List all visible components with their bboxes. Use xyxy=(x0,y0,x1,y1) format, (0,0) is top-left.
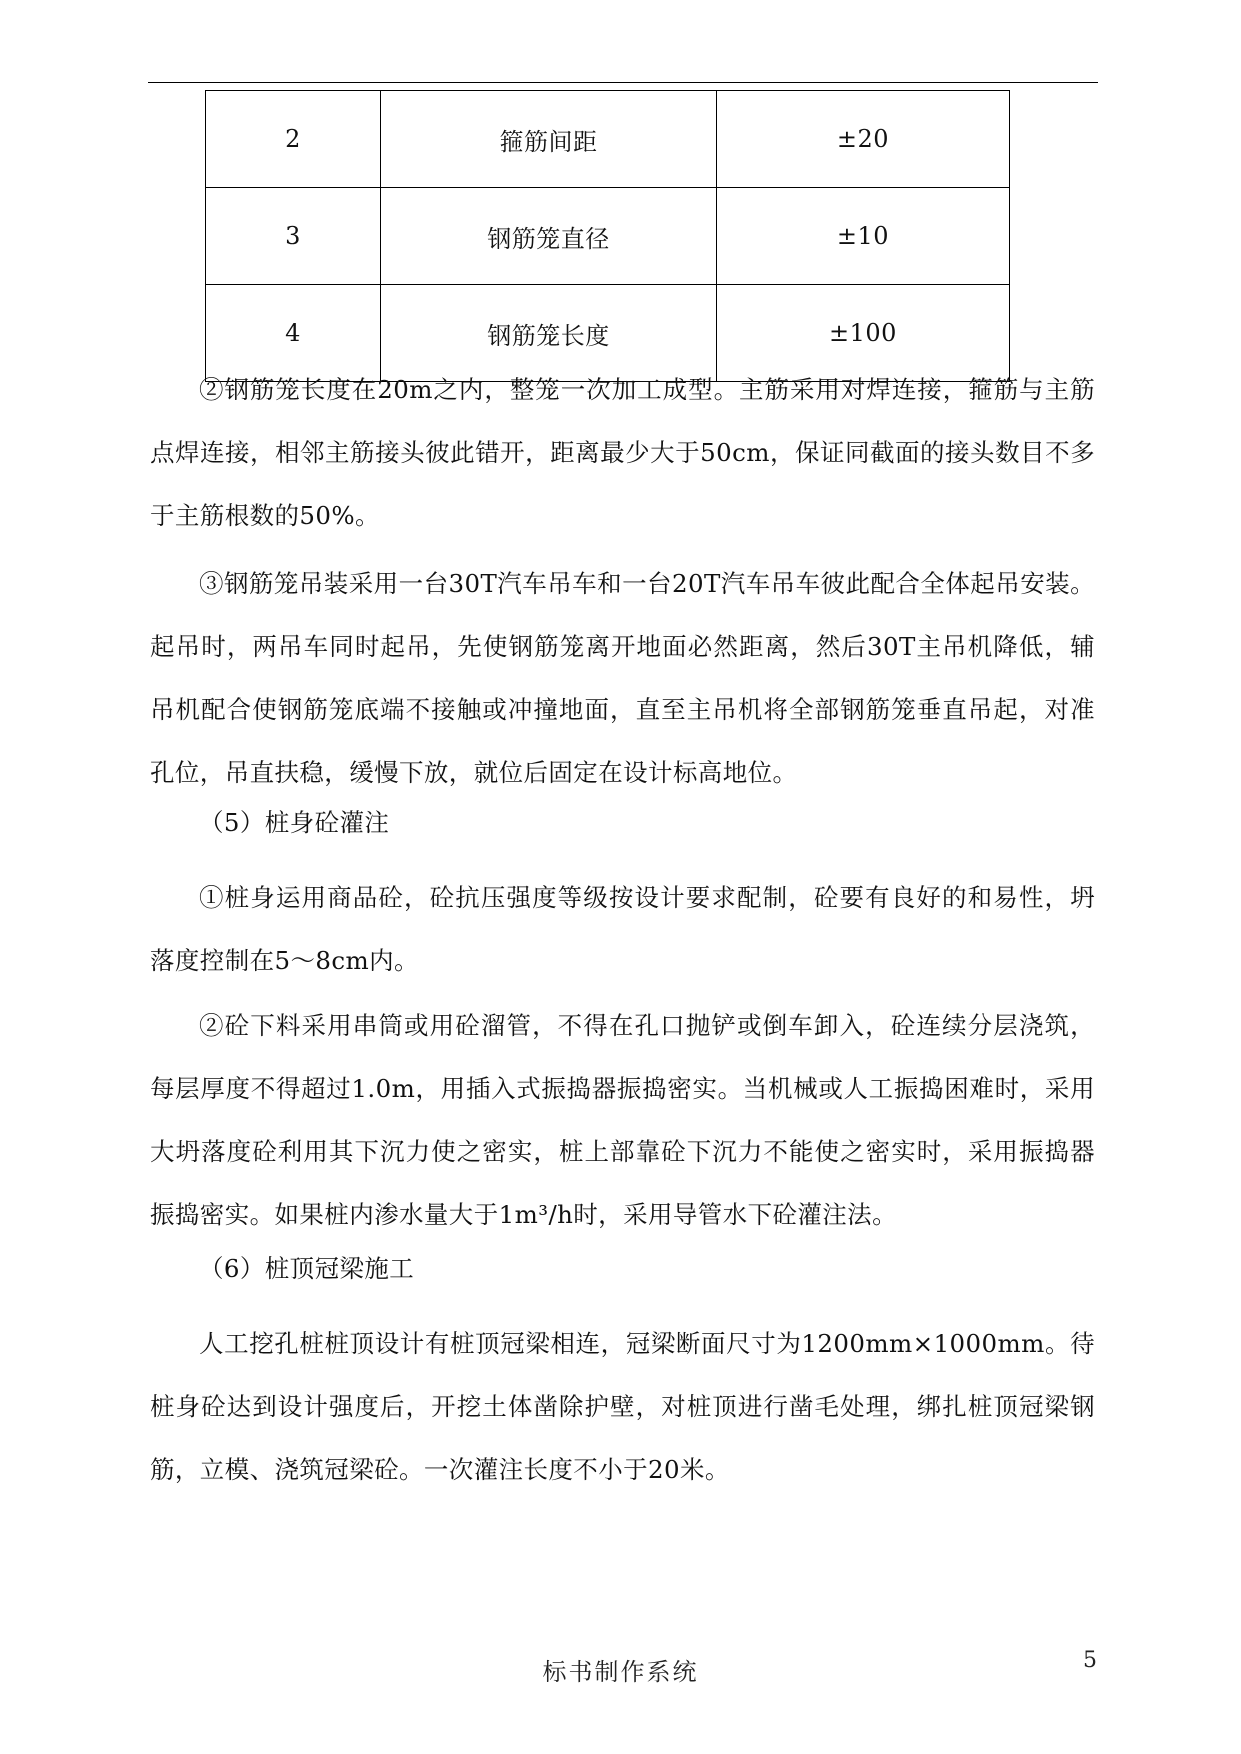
paragraph-cap-beam: 人工挖孔桩桩顶设计有桩顶冠梁相连，冠梁断面尺寸为1200mm×1000mm。待桩身砼达到设计强度后，开挖土体凿除护壁，对桩顶进行凿毛处理，绑扎桩顶冠梁钢筋，立模、浇筑冠梁砼。一次灌注长度不小于20米。 xyxy=(150,1329,1095,1484)
table-row xyxy=(206,91,1010,188)
row-number: 3 xyxy=(206,188,381,285)
table-row xyxy=(206,188,1010,285)
row-tolerance: ±10 xyxy=(717,188,1010,285)
paragraph-concrete-mix: ①桩身运用商品砼，砼抗压强度等级按设计要求配制，砼要有良好的和易性，坍落度控制在5～8cm内。 xyxy=(150,883,1095,975)
section-heading-cap-beam: （6）桩顶冠梁施工 xyxy=(199,1254,415,1283)
tolerance-table xyxy=(205,90,1010,382)
row-tolerance: ±20 xyxy=(717,91,1010,188)
row-item: 钢筋笼直径 xyxy=(381,188,717,285)
page-number: 5 xyxy=(1083,1648,1097,1673)
section-heading-pile-concrete: （5）桩身砼灌注 xyxy=(199,808,390,837)
footer-title: 标书制作系统 xyxy=(542,1658,699,1686)
paragraph-concrete-placing: ②砼下料采用串筒或用砼溜管，不得在孔口抛铲或倒车卸入，砼连续分层浇筑，每层厚度不得超过1.0m，用插入式振捣器振捣密实。当机械或人工振捣困难时，采用大坍落度砼利用其下沉力使之密实，桩上部靠砼下沉力不能使之密实时，采用振捣器振捣密实。如果桩内渗水量大于1m³/h时，采用导管水下砼灌注法。 xyxy=(150,1011,1095,1229)
paragraph-cage-fabrication: ②钢筋笼长度在20m之内，整笼一次加工成型。主筋采用对焊连接，箍筋与主筋点焊连接，相邻主筋接头彼此错开，距离最少大于50cm，保证同截面的接头数目不多于主筋根数的50%。 xyxy=(150,375,1095,530)
row-tolerance: ±100 xyxy=(717,285,1010,382)
row-number: 2 xyxy=(206,91,381,188)
row-number: 4 xyxy=(206,285,381,382)
row-item: 钢筋笼长度 xyxy=(381,285,717,382)
paragraph-cage-lifting: ③钢筋笼吊装采用一台30T汽车吊车和一台20T汽车吊车彼此配合全体起吊安装。起吊时，两吊车同时起吊，先使钢筋笼离开地面必然距离，然后30T主吊机降低，辅吊机配合使钢筋笼底端不接触或冲撞地面，直至主吊机将全部钢筋笼垂直吊起，对准孔位，吊直扶稳，缓慢下放，就位后固定在设计标高地位。 xyxy=(150,569,1095,787)
row-item: 箍筋间距 xyxy=(381,91,717,188)
header-rule xyxy=(148,82,1098,83)
